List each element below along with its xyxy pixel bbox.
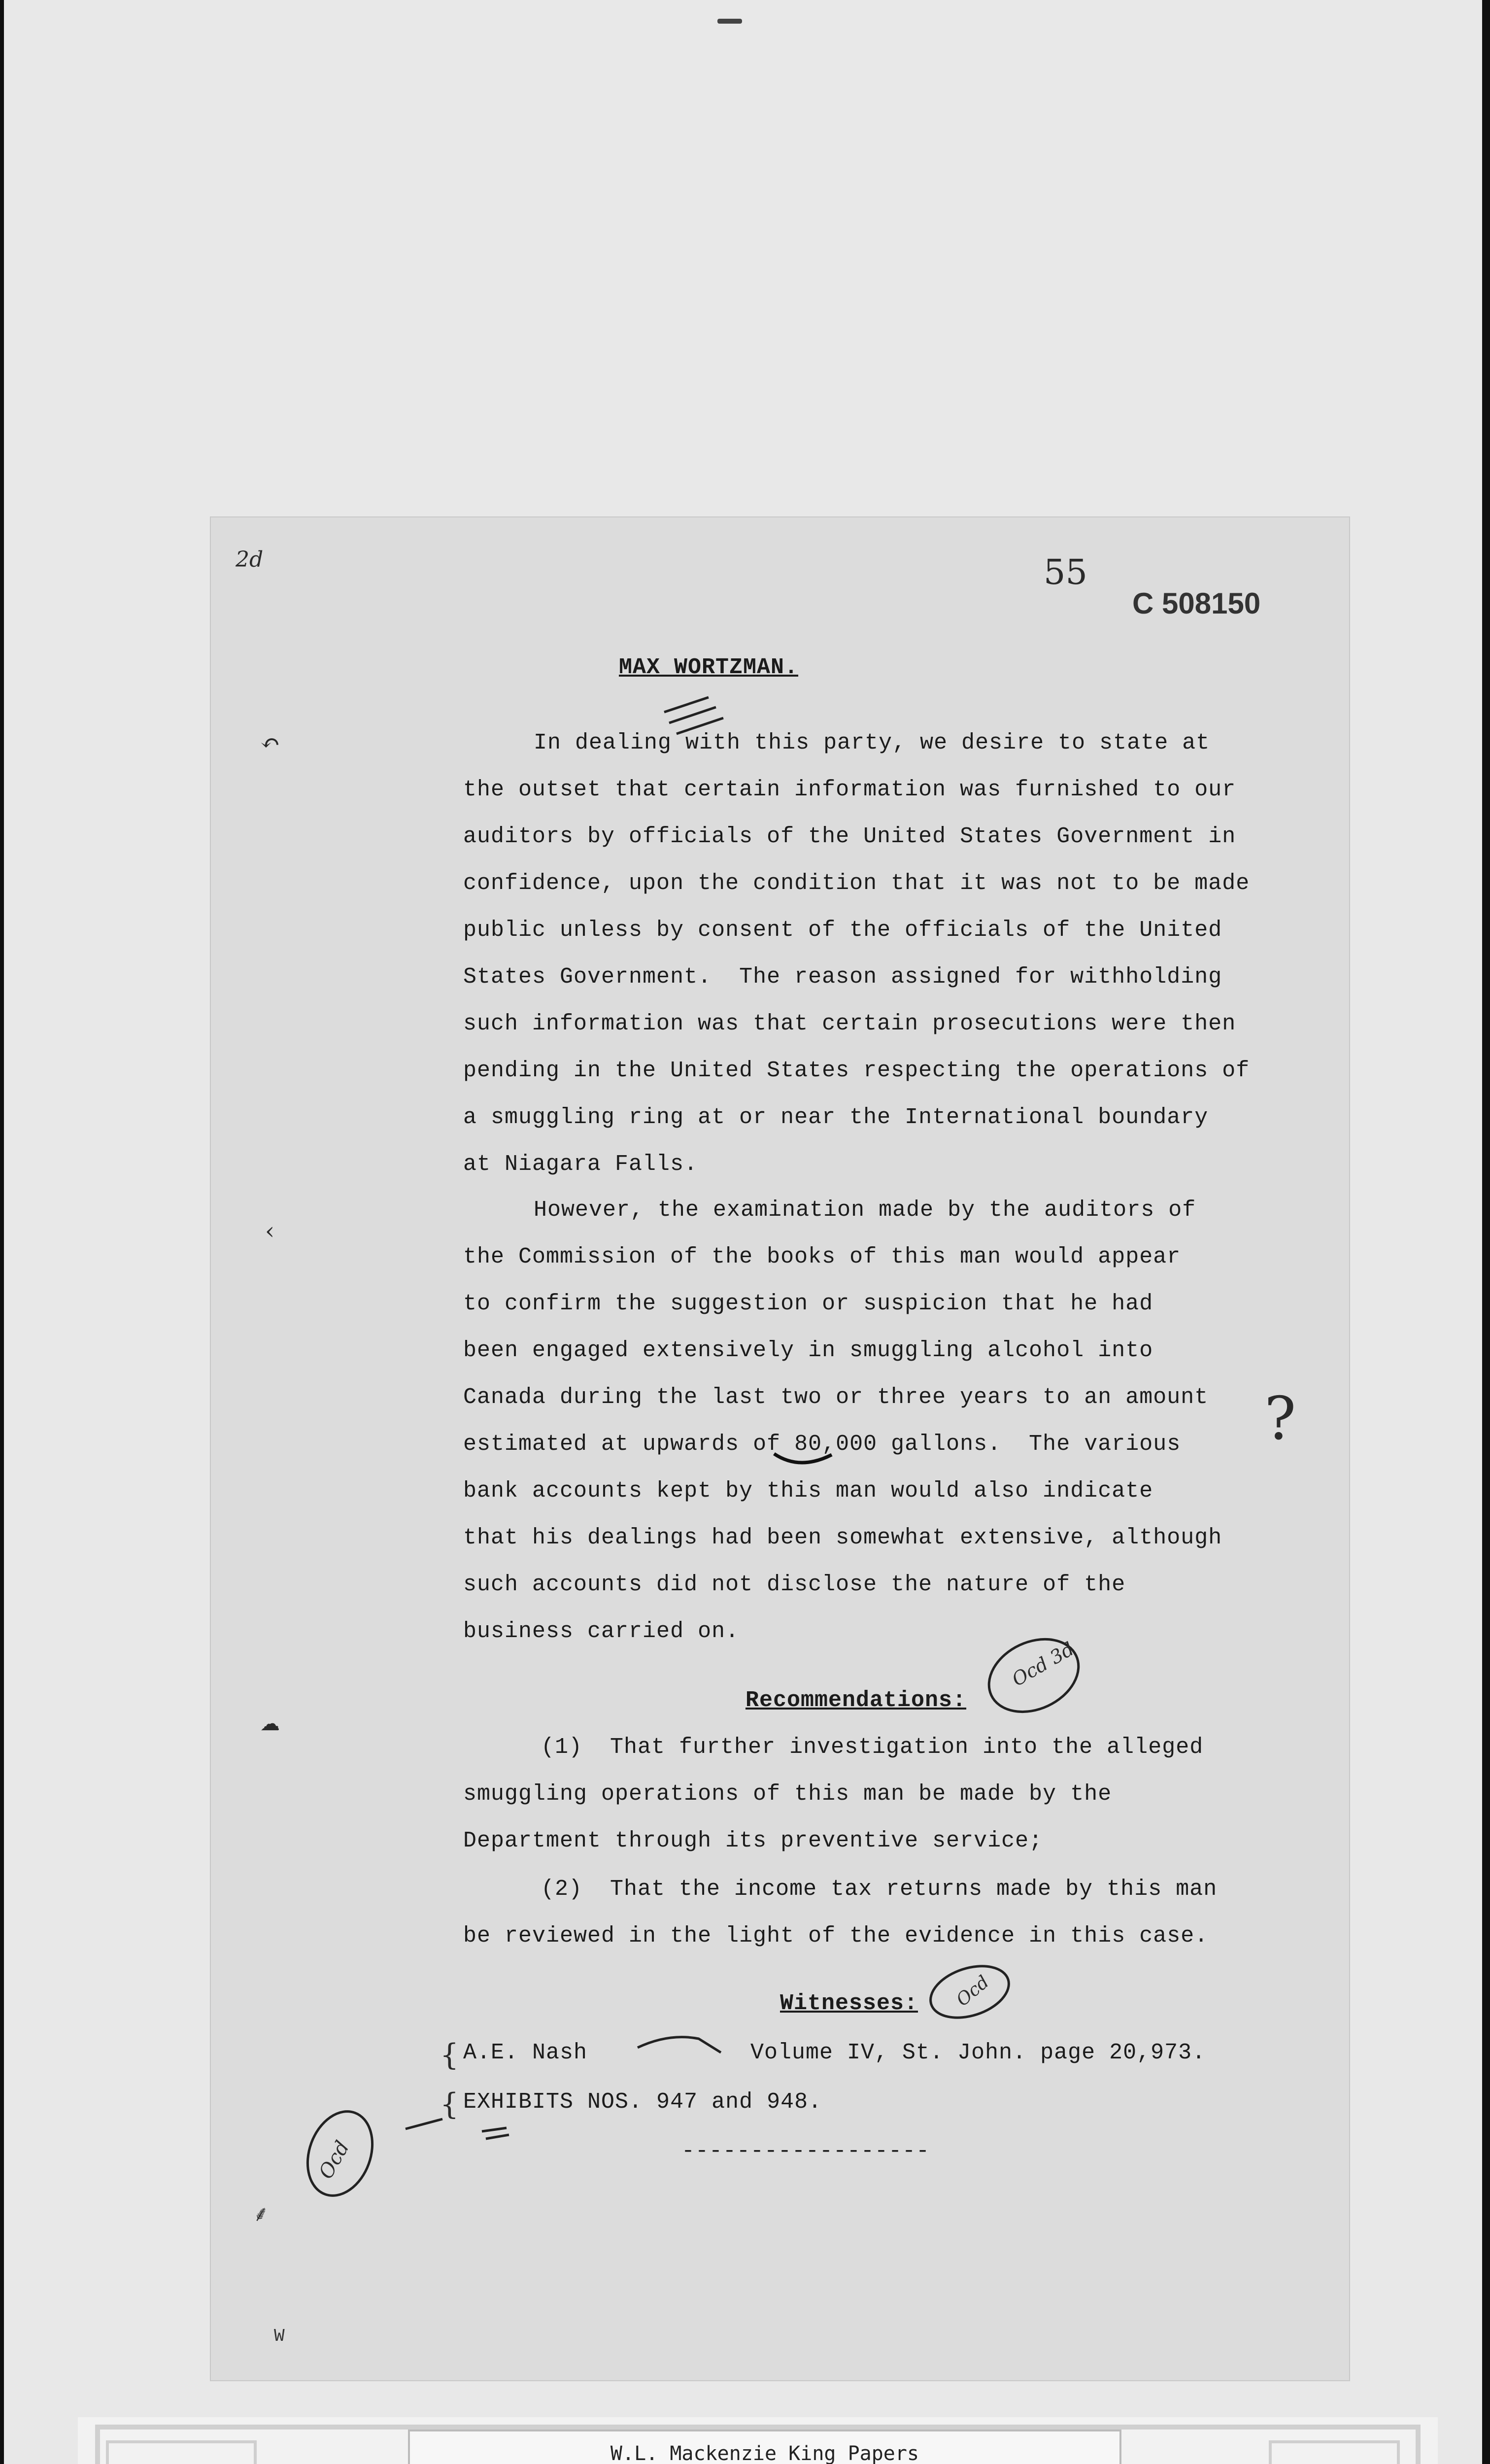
text-line: pending in the United States respecting the operations of	[463, 1058, 1250, 1083]
text-line: However, the examination made by the auditors of	[534, 1198, 1196, 1223]
text-line: that his dealings had been somewhat extensive, although	[463, 1525, 1222, 1550]
text-line: (1) That further investigation into the alleged	[541, 1735, 1204, 1760]
text-line: been engaged extensively in smuggling alcohol into	[463, 1338, 1153, 1363]
text-line: the outset that certain information was furnished to our	[463, 777, 1236, 802]
left-margin-mark-3: ☁	[260, 1712, 280, 1735]
ocd-annotation-1: Ocd 3d	[1008, 1638, 1078, 1691]
text-line: at Niagara Falls.	[463, 1152, 698, 1177]
text-line: In dealing with this party, we desire to state at	[534, 730, 1210, 755]
collection-label	[408, 2430, 1121, 2464]
amount-underline-mark	[770, 1449, 839, 1473]
text-line: such information was that certain prosecutions were then	[463, 1011, 1236, 1036]
text-line: States Government. The reason assigned for withholding	[463, 964, 1222, 990]
separator-line: ------------------	[681, 2139, 930, 2164]
text-line: auditors by officials of the United States Government in	[463, 824, 1236, 849]
folio-number: 55	[1044, 552, 1088, 592]
exhibits-pen-strokes	[403, 2104, 531, 2149]
reference-number: C 508150	[1132, 587, 1261, 620]
text-line: smuggling operations of this man be made by the	[463, 1781, 1112, 1807]
document-title: MAX WORTZMAN.	[619, 655, 799, 680]
bracket-mark: {	[440, 2087, 460, 2122]
collection-name: W.L. Mackenzie King Papers	[610, 2442, 919, 2464]
ocd-annotation-3: Ocd	[314, 2137, 354, 2183]
text-line: the Commission of the books of this man would appear	[463, 1244, 1181, 1269]
witness-pen-stroke	[635, 2033, 728, 2057]
witness-reference: Volume IV, St. John. page 20,973.	[750, 2040, 1206, 2065]
text-line: (2) That the income tax returns made by this man	[541, 1877, 1218, 1902]
witness-name: A.E. Nash	[463, 2040, 588, 2065]
text-line: estimated at upwards of 80,000 gallons. The various	[463, 1432, 1181, 1457]
text-line: bank accounts kept by this man would also indicate	[463, 1478, 1153, 1504]
margin-question-mark: ?	[1264, 1385, 1296, 1453]
bracket-mark: {	[440, 2038, 460, 2072]
text-line: be reviewed in the light of the evidence in this case.	[463, 1923, 1209, 1949]
text-line: public unless by consent of the officials of the United	[463, 918, 1222, 943]
text-line: Canada during the last two or three years to an amount	[463, 1385, 1209, 1410]
left-margin-mark-1: ↶	[260, 729, 280, 757]
exhibits-line: EXHIBITS NOS. 947 and 948.	[463, 2089, 822, 2115]
corner-note: 2d	[236, 547, 264, 572]
film-tick-mark	[717, 19, 742, 24]
text-line: to confirm the suggestion or suspicion that he had	[463, 1291, 1153, 1316]
text-line: Department through its preventive service;	[463, 1828, 1043, 1853]
recommendations-heading: Recommendations:	[745, 1688, 967, 1713]
text-line: a smuggling ring at or near the International boundary	[463, 1105, 1209, 1130]
left-margin-mark-2: ‹	[265, 1217, 275, 1245]
text-line: business carried on.	[463, 1619, 740, 1644]
text-line: confidence, upon the condition that it was not to be made	[463, 871, 1250, 896]
ocd-annotation-2: Ocd	[952, 1972, 993, 2011]
footer-w: W	[274, 2326, 285, 2346]
microfilm-frame	[4, 0, 1482, 2464]
margin-scribble: ⸙	[253, 2201, 269, 2226]
witnesses-heading: Witnesses:	[780, 1991, 918, 2016]
text-line: such accounts did not disclose the nature of the	[463, 1572, 1126, 1597]
